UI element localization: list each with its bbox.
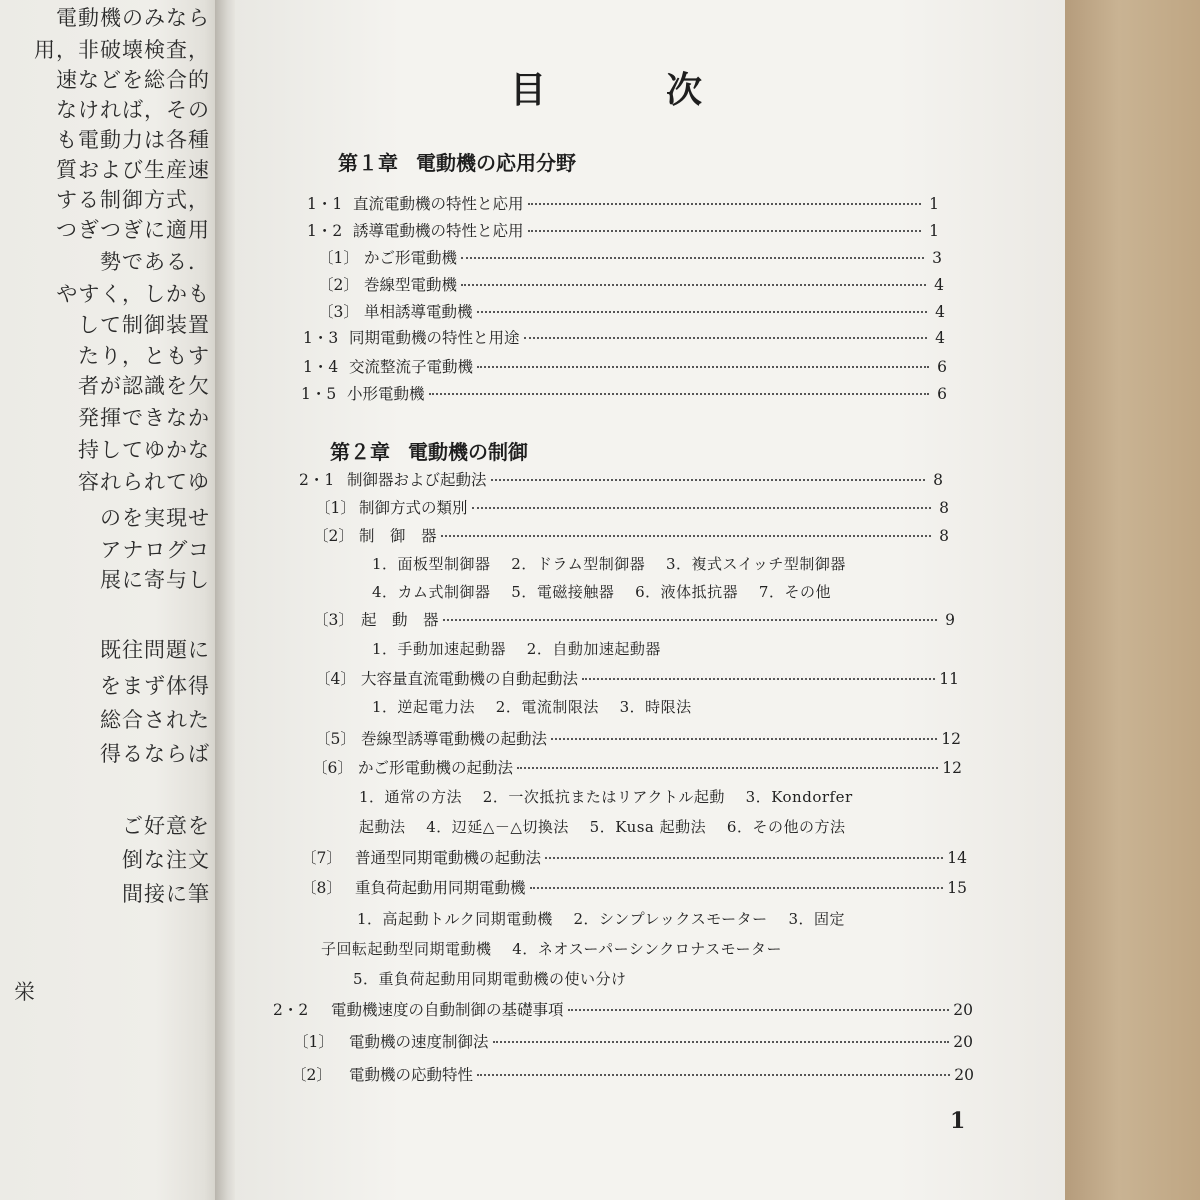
left-text-line: 質および生産速 — [56, 158, 210, 182]
toc-label: 1・1 — [307, 195, 343, 213]
toc-title: 巻線型誘導電動機の起動法 — [361, 730, 548, 748]
toc-label: 〔2〕 — [318, 276, 359, 294]
toc-label: 〔1〕 — [318, 249, 359, 267]
toc-title: 電動機の応動特性 — [349, 1066, 474, 1084]
left-text-line: 者が認識を欠 — [78, 374, 210, 398]
sub-entry-line: 1．逆起電力法 2．電流制限法 3．時限法 — [372, 698, 692, 716]
toc-page-number: 12 — [941, 730, 961, 748]
left-text-line: のを実現せ — [100, 506, 210, 530]
leader-dots — [493, 1041, 950, 1043]
toc-page-number: 12 — [942, 759, 962, 777]
toc-entry[interactable] — [315, 727, 961, 749]
toc-title: 小形電動機 — [347, 385, 425, 403]
sub-entry-line: 5．重負荷起動用同期電動機の使い分け — [353, 970, 627, 988]
leader-dots — [441, 535, 931, 537]
toc-entry[interactable] — [307, 192, 939, 214]
toc-page-number: 15 — [947, 879, 967, 897]
sub-entry-line: 4．カム式制御器 5．電磁接触器 6．液体抵抗器 7．その他 — [372, 583, 831, 601]
left-text-line: アナログコ — [100, 538, 210, 562]
chapter-number: 第２章 — [330, 440, 390, 464]
toc-entry[interactable] — [315, 496, 949, 518]
leader-dots — [472, 507, 931, 509]
toc-page-number: 20 — [954, 1066, 974, 1084]
sub-entry-line: 1．面板型制御器 2．ドラム型制御器 3．複式スイッチ型制御器 — [372, 555, 846, 573]
sub-entry-line: 1．通常の方法 2．一次抵抗またはリアクトル起動 3．Kondorfer — [359, 788, 853, 806]
leader-dots — [443, 619, 937, 621]
toc-title: 制御器および起動法 — [347, 471, 487, 489]
toc-page-number: 8 — [939, 499, 949, 517]
toc-label: 〔3〕 — [313, 611, 354, 629]
toc-entry[interactable] — [313, 524, 949, 546]
toc-label: 〔5〕 — [315, 730, 356, 748]
toc-label: 〔6〕 — [312, 759, 353, 777]
toc-entry[interactable] — [301, 382, 947, 404]
toc-label: 〔1〕 — [315, 499, 356, 517]
toc-label: 2・1 — [299, 471, 335, 489]
left-text-line: 速などを総合的 — [56, 68, 210, 92]
chapter-heading — [330, 436, 528, 465]
chapter-heading — [338, 147, 576, 176]
left-text-line: 容れられてゆ — [78, 470, 210, 494]
chapter-title: 電動機の制御 — [408, 440, 528, 464]
toc-entry[interactable] — [318, 300, 945, 322]
leader-dots — [528, 203, 921, 205]
toc-label: 〔2〕 — [313, 527, 354, 545]
toc-entry[interactable] — [318, 246, 942, 268]
toc-page-number: 11 — [939, 670, 959, 688]
leader-dots — [517, 767, 938, 769]
leader-dots — [461, 257, 924, 259]
toc-title: 起 動 器 — [361, 611, 439, 629]
toc-title: 直流電動機の特性と応用 — [353, 195, 524, 213]
toc-page-number: 14 — [947, 849, 967, 867]
book-page-edges — [1065, 0, 1200, 1200]
left-text-line: たり，ともす — [78, 344, 210, 368]
left-text-line: 電動機のみなら — [56, 6, 210, 30]
left-text-line: 倒な注文 — [122, 848, 210, 872]
toc-page-number: 4 — [934, 276, 944, 294]
leader-dots — [582, 678, 935, 680]
toc-page-number: 20 — [953, 1033, 973, 1051]
sub-entry-line: 子回転起動型同期電動機 4．ネオスーパーシンクロナスモーター — [321, 940, 782, 958]
toc-label: 1・2 — [307, 222, 343, 240]
toc-title: 巻線型電動機 — [364, 276, 458, 294]
left-text-line: する制御方式， — [56, 188, 210, 212]
toc-page-number: 8 — [933, 471, 943, 489]
leader-dots — [491, 479, 925, 481]
toc-entry[interactable] — [273, 998, 973, 1020]
toc-title: 誘導電動機の特性と応用 — [353, 222, 524, 240]
toc-title: 電動機の速度制御法 — [349, 1033, 489, 1051]
left-text-line: 栄 — [14, 980, 36, 1004]
toc-entry[interactable] — [318, 273, 944, 295]
toc-title: 単相誘導電動機 — [364, 303, 473, 321]
left-text-line: も電動力は各種 — [56, 128, 210, 152]
leader-dots — [429, 393, 929, 395]
toc-page-number: 20 — [953, 1001, 973, 1019]
leader-dots — [528, 230, 921, 232]
left-text-line: 勢である． — [100, 250, 210, 274]
toc-entry[interactable] — [303, 355, 947, 377]
leader-dots — [545, 857, 943, 859]
toc-page — [235, 0, 1065, 1200]
toc-page-number: 1 — [929, 222, 939, 240]
sub-entry-line: 起動法 4．辺延△－△切換法 5．Kusa 起動法 6．その他の方法 — [359, 818, 846, 836]
left-text-line: して制御装置 — [78, 313, 210, 337]
toc-title: 電動機速度の自動制御の基礎事項 — [331, 1001, 564, 1019]
left-text-line: やすく，しかも — [56, 282, 210, 306]
toc-title: 制 御 器 — [359, 527, 437, 545]
toc-label: 〔3〕 — [318, 303, 359, 321]
leader-dots — [477, 311, 927, 313]
leader-dots — [530, 887, 944, 889]
toc-label: 〔8〕 — [301, 879, 342, 897]
toc-label: 1・4 — [303, 358, 339, 376]
toc-title: かご形電動機の起動法 — [358, 759, 514, 777]
left-text-line: 間接に筆 — [122, 882, 210, 906]
leader-dots — [568, 1009, 950, 1011]
leader-dots — [477, 1074, 950, 1076]
left-text-line: 既往問題に — [100, 638, 210, 662]
toc-title: 普通型同期電動機の起動法 — [355, 849, 542, 867]
toc-label: 2・2 — [273, 1001, 309, 1019]
toc-page-number: 8 — [939, 527, 949, 545]
toc-title: 交流整流子電動機 — [349, 358, 474, 376]
left-page — [0, 0, 222, 1200]
toc-label: 〔7〕 — [301, 849, 342, 867]
left-text-line: 総合された — [100, 708, 210, 732]
page-title: 目次 — [510, 70, 823, 111]
toc-label: 〔2〕 — [291, 1066, 332, 1084]
page-number: 1 — [950, 1108, 966, 1134]
toc-entry[interactable] — [313, 608, 955, 630]
toc-entry[interactable] — [299, 468, 943, 490]
toc-label: 〔4〕 — [315, 670, 356, 688]
toc-page-number: 3 — [932, 249, 942, 267]
toc-label: 1・5 — [301, 385, 337, 403]
toc-entry[interactable] — [312, 756, 962, 778]
leader-dots — [461, 284, 926, 286]
toc-entry[interactable] — [293, 1030, 973, 1052]
toc-entry[interactable] — [291, 1063, 974, 1085]
leader-dots — [524, 337, 927, 339]
sub-entry-line: 1．高起動トルク同期電動機 2．シンプレックスモーター 3．固定 — [357, 910, 845, 928]
toc-label: 〔1〕 — [293, 1033, 334, 1051]
toc-page-number: 4 — [935, 303, 945, 321]
toc-title: 制御方式の類別 — [359, 499, 468, 517]
left-text-line: 持してゆかな — [78, 438, 210, 462]
chapter-number: 第１章 — [338, 151, 398, 175]
left-text-line: つぎつぎに適用 — [56, 218, 210, 242]
toc-title: かご形電動機 — [364, 249, 458, 267]
toc-title: 同期電動機の特性と用途 — [349, 329, 520, 347]
left-text-line: 展に寄与し — [100, 568, 210, 592]
left-text-line: をまず体得 — [100, 674, 210, 698]
toc-entry[interactable] — [307, 219, 939, 241]
toc-entry[interactable] — [303, 326, 945, 348]
toc-title: 重負荷起動用同期電動機 — [355, 879, 526, 897]
toc-entry[interactable] — [315, 667, 959, 689]
toc-page-number: 6 — [937, 385, 947, 403]
sub-entry-line: 1．手動加速起動器 2．自動加速起動器 — [372, 640, 661, 658]
left-text-line: 発揮できなか — [78, 406, 210, 430]
leader-dots — [477, 366, 929, 368]
leader-dots — [551, 738, 937, 740]
left-text-line: なければ，その — [56, 98, 210, 122]
toc-label: 1・3 — [303, 329, 339, 347]
toc-entry[interactable] — [301, 846, 967, 868]
left-text-line: 用，非破壊検査， — [34, 38, 210, 62]
toc-page-number: 1 — [929, 195, 939, 213]
left-text-line: 得るならば — [100, 742, 210, 766]
left-text-line: ご好意を — [122, 814, 210, 838]
toc-page-number: 4 — [935, 329, 945, 347]
toc-entry[interactable] — [301, 876, 967, 898]
toc-title: 大容量直流電動機の自動起動法 — [361, 670, 579, 688]
toc-page-number: 6 — [937, 358, 947, 376]
chapter-title: 電動機の応用分野 — [416, 151, 576, 175]
toc-page-number: 9 — [945, 611, 955, 629]
